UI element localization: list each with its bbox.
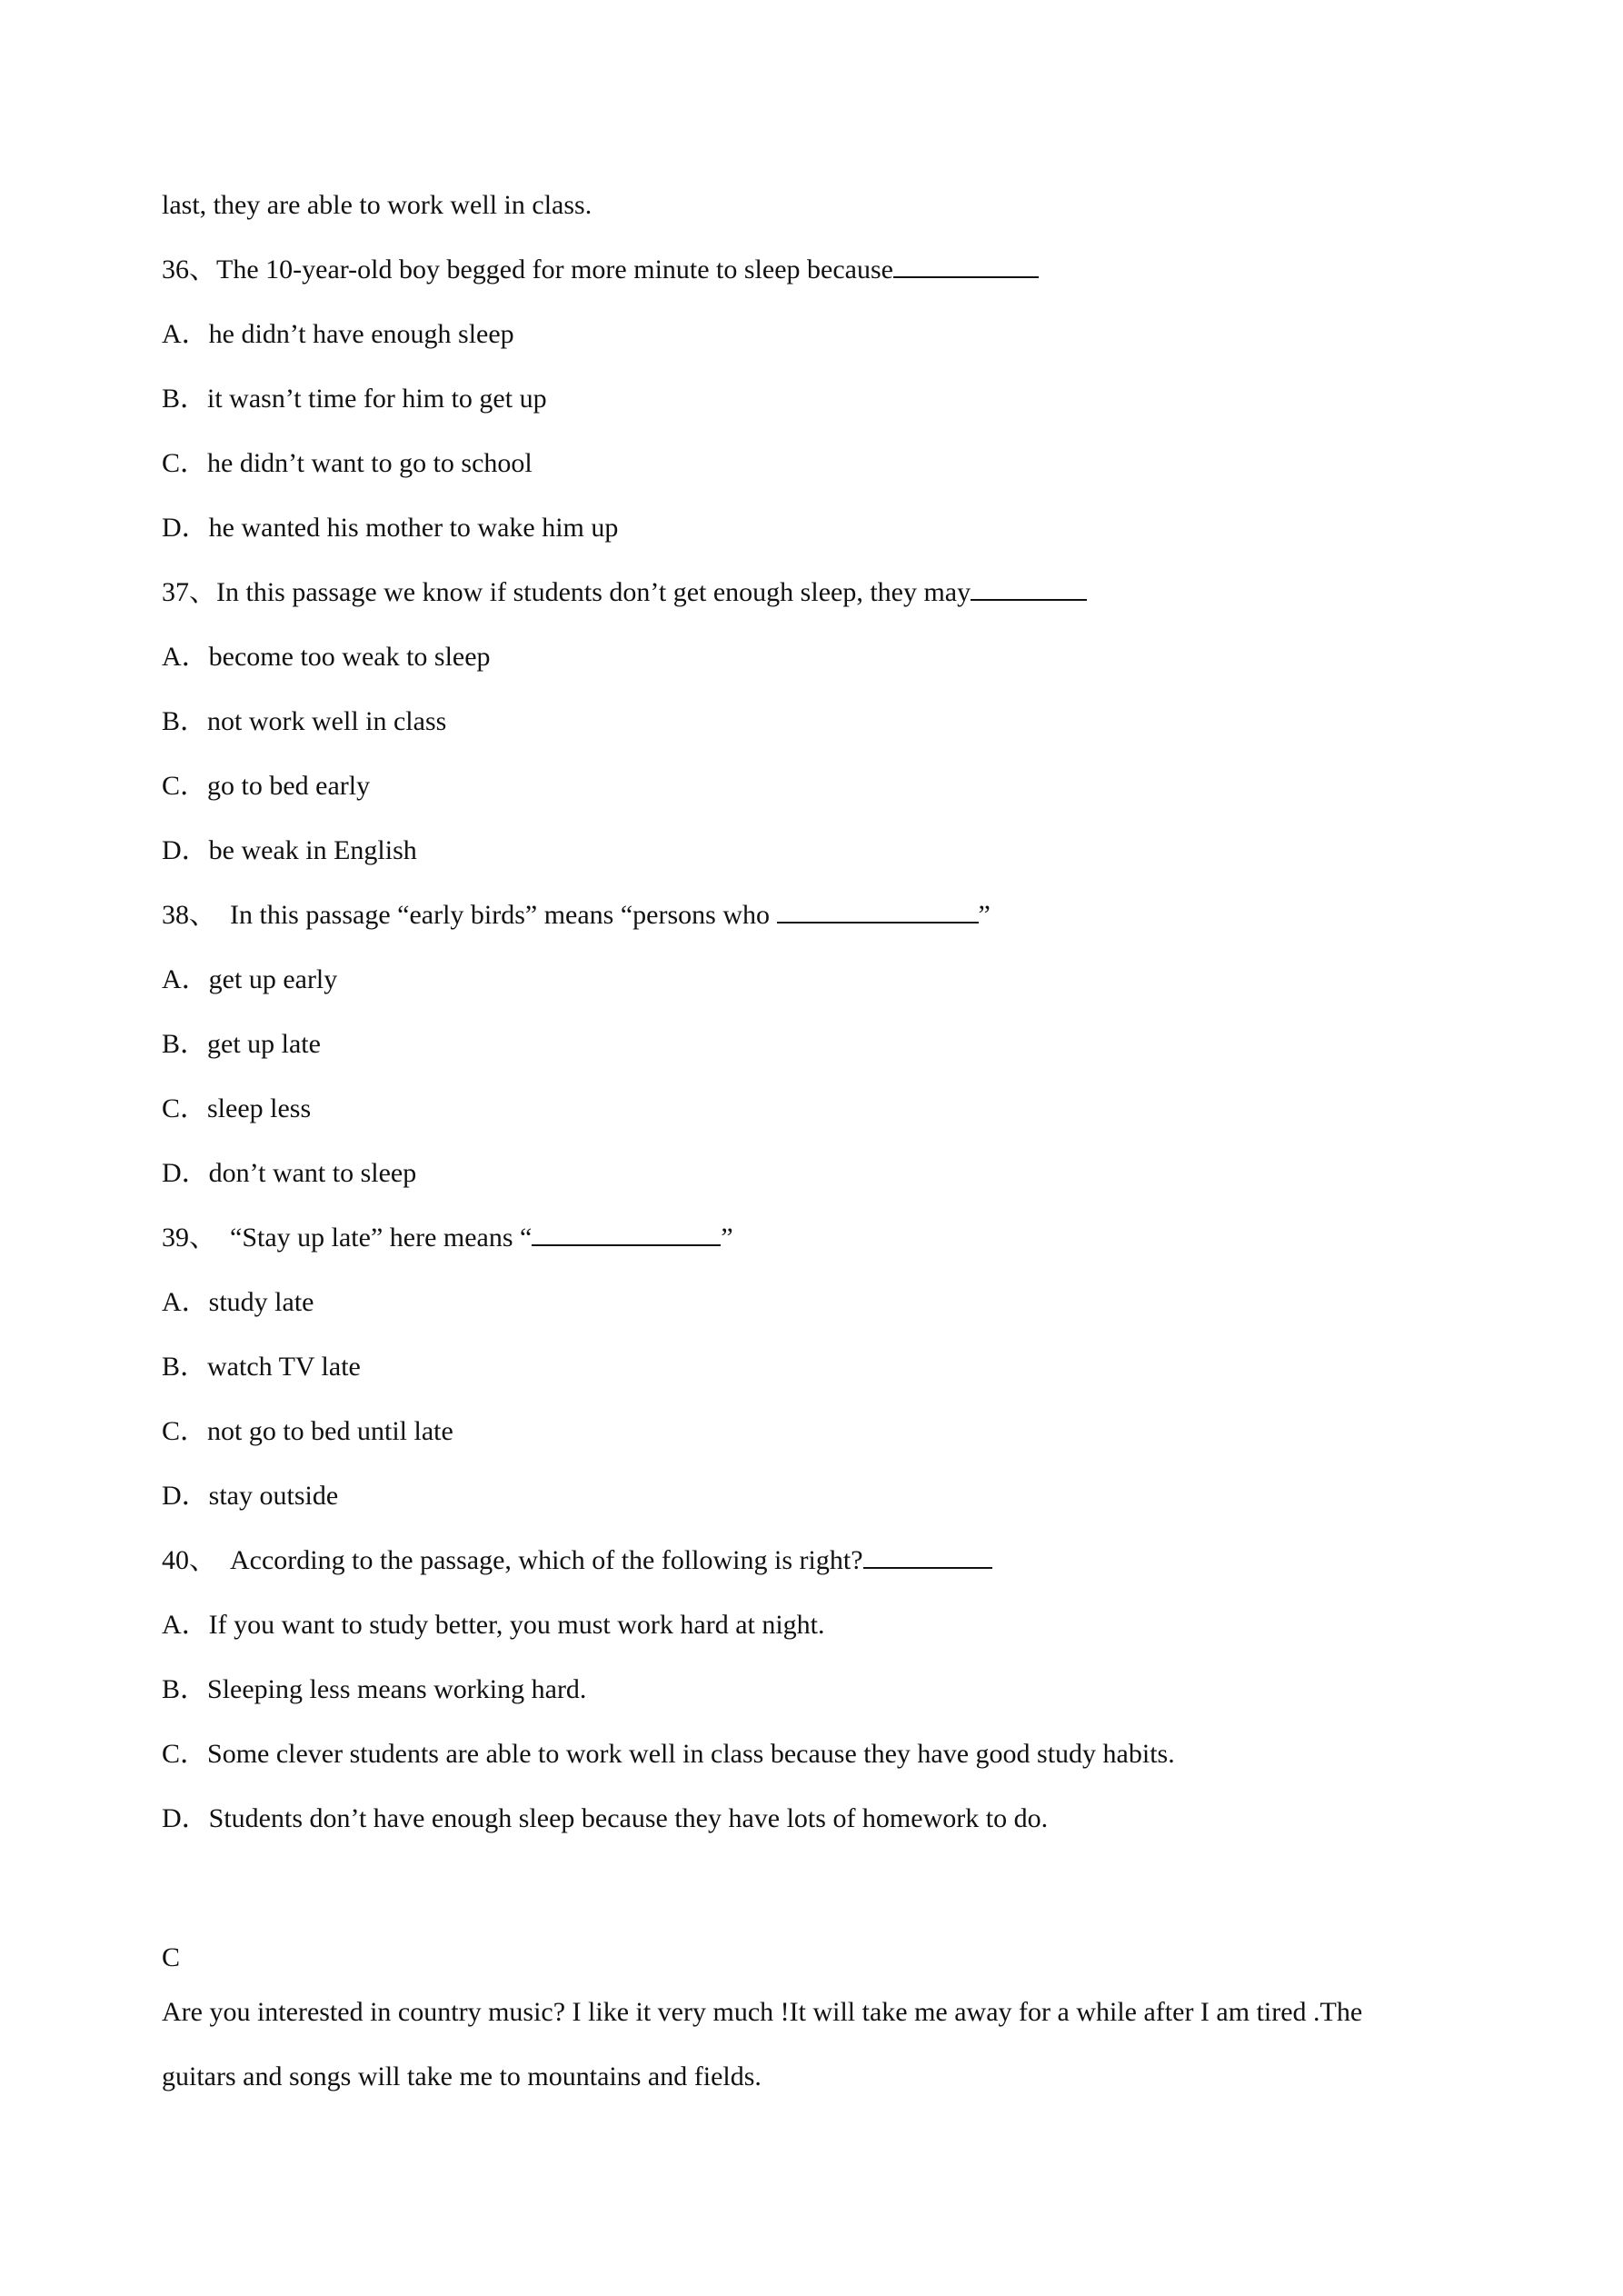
question-39-option-a: A．study late	[162, 1287, 314, 1317]
answer-blank[interactable]	[532, 1223, 721, 1246]
question-38-close-quote: ”	[978, 900, 991, 930]
question-37	[162, 576, 1087, 609]
question-37-option-a: A．become too weak to sleep	[162, 642, 491, 672]
question-40-option-c: C．Some clever students are able to work well in class because they have good study habits.	[162, 1739, 1175, 1769]
question-40-option-d: D．Students don’t have enough sleep because they have lots of homework to do.	[162, 1803, 1049, 1833]
question-40-option-b: B．Sleeping less means working hard.	[162, 1674, 587, 1704]
question-39-close-quote: ”	[721, 1223, 733, 1253]
question-37-option-c: C．go to bed early	[162, 771, 371, 801]
answer-blank[interactable]	[863, 1545, 992, 1569]
question-39-option-b: B．watch TV late	[162, 1352, 361, 1382]
question-36-option-b: B．it wasn’t time for him to get up	[162, 384, 547, 414]
question-36-option-c: C．he didn’t want to go to school	[162, 448, 533, 478]
question-38-option-b: B．get up late	[162, 1029, 321, 1059]
passage-tail: last, they are able to work well in class.	[162, 190, 592, 220]
question-39	[162, 1222, 733, 1254]
answer-blank[interactable]	[893, 255, 1039, 278]
section-heading: C	[162, 1942, 181, 1972]
question-37-option-d: D．be weak in English	[162, 835, 417, 865]
question-37-option-b: B．not work well in class	[162, 706, 447, 736]
question-39-stem: 39、 “Stay up late” here means “	[162, 1223, 533, 1253]
question-39-option-d: D．stay outside	[162, 1481, 339, 1511]
question-36-stem: 36、The 10-year-old boy begged for more minute to sleep because	[162, 255, 893, 285]
question-36-option-d: D．he wanted his mother to wake him up	[162, 513, 619, 543]
question-40-option-a: A．If you want to study better, you must work hard at night.	[162, 1610, 825, 1640]
question-40	[162, 1544, 992, 1577]
question-38-stem: 38、 In this passage “early birds” means “persons who	[162, 900, 777, 930]
question-40-stem: 40、 According to the passage, which of the following is right?	[162, 1545, 863, 1575]
question-36	[162, 254, 1039, 286]
answer-blank[interactable]	[777, 900, 979, 923]
section-c-paragraph-line-2: guitars and songs will take me to mountains and fields.	[162, 2061, 762, 2091]
answer-blank[interactable]	[971, 577, 1087, 601]
question-39-option-c: C．not go to bed until late	[162, 1416, 453, 1446]
question-38-option-c: C．sleep less	[162, 1093, 312, 1123]
question-38-option-a: A．get up early	[162, 964, 338, 994]
question-38	[162, 899, 991, 932]
question-38-option-d: D．don’t want to sleep	[162, 1158, 417, 1188]
section-c-paragraph-line-1: Are you interested in country music? I like it very much !It will take me away for a while after I am tired .The	[162, 1997, 1363, 2027]
question-36-option-a: A．he didn’t have enough sleep	[162, 319, 514, 349]
question-37-stem: 37、In this passage we know if students don’t get enough sleep, they may	[162, 577, 971, 607]
